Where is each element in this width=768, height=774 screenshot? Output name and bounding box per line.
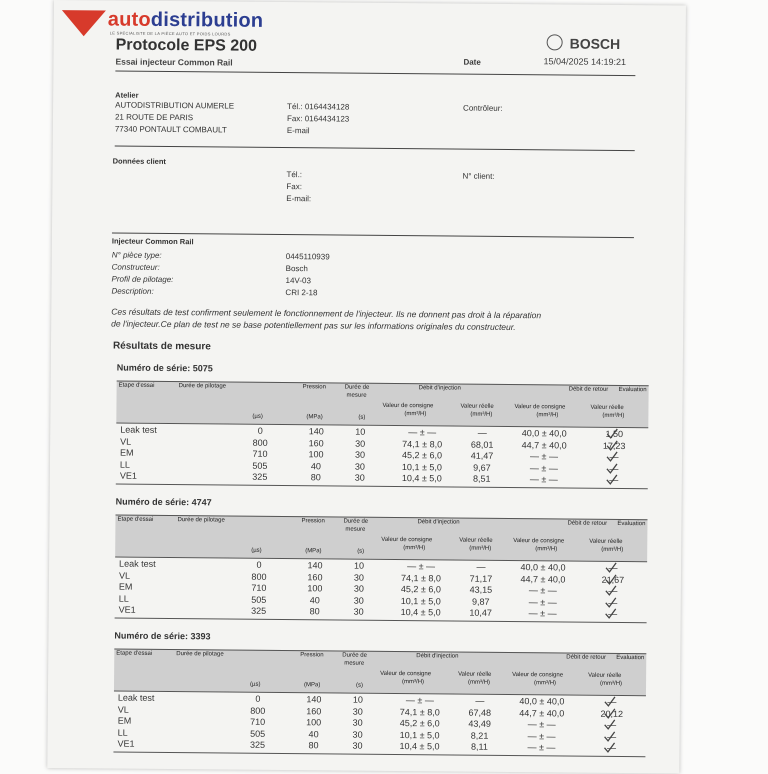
table-header bbox=[116, 381, 648, 428]
column-header: Valeur réelle bbox=[588, 672, 622, 679]
injecteur-label: Injecteur Common Rail bbox=[111, 236, 194, 247]
checkmark-icon bbox=[605, 596, 617, 608]
cell-inj-consigne: 10,4 ± 5,0 bbox=[399, 741, 440, 752]
column-header: Débit de retour bbox=[566, 654, 607, 661]
column-header: Valeur réelle bbox=[590, 404, 624, 411]
cell-etape: LL bbox=[119, 459, 131, 470]
client-email: E-mail: bbox=[286, 194, 312, 204]
cell-duree: 800 bbox=[250, 705, 266, 716]
date-label: Date bbox=[463, 57, 481, 67]
cell-pression: 160 bbox=[307, 571, 323, 582]
checkmark-icon bbox=[606, 428, 618, 440]
cell-ret-reelle: — bbox=[606, 742, 617, 753]
cell-ret-consigne: 40,0 ± 40,0 bbox=[520, 562, 566, 573]
results-title: Résultats de mesure bbox=[112, 340, 211, 353]
report-subtitle: Essai injecteur Common Rail bbox=[115, 56, 233, 68]
cell-pression: 80 bbox=[308, 740, 319, 751]
cell-duree: 505 bbox=[252, 460, 268, 471]
cell-ret-reelle: 21,67 bbox=[601, 574, 625, 585]
cell-mesure: 30 bbox=[353, 595, 364, 606]
serial-number-heading: Numéro de série: 5075 bbox=[116, 362, 213, 374]
description-label: Description: bbox=[111, 286, 154, 296]
cell-etape: VE1 bbox=[118, 604, 136, 615]
atelier-line-1: AUTODISTRIBUTION AUMERLE bbox=[115, 100, 235, 111]
profile-label: Profil de pilotage: bbox=[111, 274, 174, 285]
cell-ret-reelle: — bbox=[607, 696, 617, 707]
checkmark-icon bbox=[604, 696, 616, 708]
cell-inj-consigne: 10,1 ± 5,0 bbox=[400, 595, 441, 606]
cell-duree: 0 bbox=[255, 693, 261, 704]
column-header: Valeur réelle bbox=[589, 538, 623, 545]
column-header: (µs) bbox=[252, 413, 263, 420]
column-header: Valeur de consigne bbox=[513, 538, 565, 545]
cell-ret-reelle: — bbox=[607, 731, 617, 742]
column-header: Evaluation bbox=[618, 386, 647, 394]
checkmark-icon bbox=[605, 573, 617, 585]
column-header: (µs) bbox=[251, 547, 262, 554]
atelier-line-3: 77340 PONTAULT COMBAULT bbox=[114, 124, 227, 135]
column-header: (MPa) bbox=[305, 548, 322, 555]
column-header: Valeur réelle bbox=[458, 671, 492, 678]
brand-name: autodistribution bbox=[107, 8, 264, 32]
manufacturer-label: Constructeur: bbox=[111, 262, 160, 272]
date-value: 15/04/2025 14:19:21 bbox=[543, 56, 627, 67]
cell-inj-consigne: 10,4 ± 5,0 bbox=[401, 473, 442, 484]
atelier-fax: Fax: 0164434123 bbox=[286, 114, 350, 124]
atelier-tel: Tél.: 0164434128 bbox=[287, 102, 350, 112]
cell-mesure: 30 bbox=[354, 449, 366, 460]
column-header: (mm³/H) bbox=[600, 680, 623, 687]
cell-etape: LL bbox=[118, 593, 129, 604]
description-value: CRI 2-18 bbox=[285, 288, 318, 298]
cell-duree: 0 bbox=[256, 559, 262, 570]
cell-mesure: 30 bbox=[352, 717, 363, 728]
checkmark-icon bbox=[605, 608, 617, 620]
disclaimer-line-1: Ces résultats de test confirment seulement le fonctionnement de l'injecteur. Ils ne donnent pas droit à la réparation bbox=[111, 306, 542, 321]
column-header: Valeur de consigne bbox=[512, 672, 564, 679]
cell-etape: VE1 bbox=[117, 738, 135, 749]
cell-inj-consigne: 74,1 ± 8,0 bbox=[402, 438, 443, 449]
cell-mesure: 30 bbox=[352, 729, 363, 740]
cell-mesure: 30 bbox=[353, 606, 364, 617]
cell-duree: 710 bbox=[251, 582, 267, 593]
checkmark-icon bbox=[606, 462, 618, 474]
cell-ret-reelle: — bbox=[609, 451, 619, 462]
header-divider bbox=[115, 71, 635, 77]
serial-number-heading: Numéro de série: 3393 bbox=[114, 630, 211, 642]
client-label: Données client bbox=[112, 156, 166, 166]
column-header: (mm³/H) bbox=[404, 411, 427, 418]
cell-inj-reelle: 8,21 bbox=[470, 730, 489, 741]
cell-inj-reelle: — bbox=[477, 427, 487, 438]
cell-ret-consigne: — ± — bbox=[528, 585, 557, 596]
column-header: Pression bbox=[300, 652, 324, 659]
checkmark-icon bbox=[603, 742, 615, 754]
column-header: Etape d'essai bbox=[116, 650, 153, 657]
column-header: Valeur réelle bbox=[460, 403, 494, 410]
cell-ret-consigne: — ± — bbox=[530, 451, 559, 462]
cell-pression: 140 bbox=[307, 560, 323, 571]
cell-inj-consigne: — ± — bbox=[408, 427, 437, 438]
column-header: Débit de retour bbox=[568, 386, 609, 393]
atelier-email: E-mail bbox=[286, 126, 310, 136]
checkmark-icon bbox=[605, 585, 617, 597]
cell-ret-reelle: — bbox=[607, 719, 617, 730]
client-fax: Fax: bbox=[286, 182, 302, 192]
cell-ret-consigne: — ± — bbox=[527, 730, 556, 741]
cell-inj-consigne: — ± — bbox=[407, 561, 436, 572]
cell-mesure: 30 bbox=[355, 438, 366, 449]
atelier-label: Atelier bbox=[115, 90, 139, 100]
disclaimer-line-2: de l'injecteur.Ce plan de test ne se base potentiellement pas sur les informations originales du constructeur. bbox=[111, 318, 516, 333]
cell-ret-reelle: 17,23 bbox=[602, 440, 626, 451]
cell-inj-reelle: 10,47 bbox=[469, 607, 492, 618]
cell-ret-consigne: 44,7 ± 40,0 bbox=[520, 573, 566, 584]
cell-etape: LL bbox=[117, 727, 128, 738]
column-header: (s) bbox=[356, 682, 364, 689]
cell-ret-consigne: — ± — bbox=[528, 596, 557, 607]
column-header: Débit d'injection bbox=[416, 653, 459, 660]
column-header: (mm³/H) bbox=[468, 679, 491, 686]
results-table bbox=[116, 381, 649, 490]
cell-inj-consigne: — ± — bbox=[405, 695, 434, 706]
cell-inj-consigne: 45,2 ± 6,0 bbox=[399, 718, 440, 729]
checkmark-icon bbox=[604, 730, 616, 742]
cell-duree: 325 bbox=[252, 471, 268, 482]
cell-pression: 80 bbox=[310, 472, 321, 483]
cell-inj-consigne: 45,2 ± 6,0 bbox=[402, 450, 443, 461]
cell-mesure: 10 bbox=[354, 560, 365, 571]
checkmark-icon bbox=[604, 719, 616, 731]
column-header: (µs) bbox=[250, 681, 261, 688]
cell-pression: 100 bbox=[308, 449, 324, 460]
column-header: Durée de pilotage bbox=[176, 651, 224, 658]
cell-duree: 325 bbox=[249, 739, 266, 750]
cell-inj-reelle: 67,48 bbox=[468, 707, 492, 718]
column-header: Etape d'essai bbox=[117, 516, 154, 523]
cell-ret-consigne: — ± — bbox=[527, 719, 556, 730]
cell-ret-reelle: — bbox=[608, 585, 618, 596]
column-header: Durée de pilotage bbox=[177, 517, 225, 524]
report-title: Protocole EPS 200 bbox=[115, 36, 258, 55]
cell-inj-reelle: 9,87 bbox=[471, 596, 490, 607]
column-header: Valeur de consigne bbox=[514, 404, 566, 411]
column-header: Durée de bbox=[342, 652, 368, 659]
column-header: Etape d'essai bbox=[118, 382, 155, 389]
cell-pression: 40 bbox=[309, 594, 320, 605]
manufacturer-value: Bosch bbox=[285, 264, 308, 274]
column-header: Evaluation bbox=[617, 520, 646, 528]
cell-ret-consigne: — ± — bbox=[528, 608, 557, 619]
column-header: Débit de retour bbox=[567, 520, 608, 527]
cell-pression: 140 bbox=[306, 694, 322, 705]
column-header: Evaluation bbox=[616, 654, 645, 662]
cell-inj-reelle: — bbox=[476, 561, 486, 572]
cell-ret-consigne: 40,0 ± 40,0 bbox=[519, 696, 565, 707]
cell-inj-reelle: 43,49 bbox=[468, 718, 492, 729]
cell-mesure: 30 bbox=[352, 740, 363, 751]
profile-value: 14V-03 bbox=[285, 276, 311, 286]
cell-pression: 160 bbox=[308, 437, 324, 448]
cell-inj-consigne: 10,1 ± 5,0 bbox=[401, 461, 442, 472]
column-header: (mm³/H) bbox=[402, 679, 425, 686]
column-header: (mm³/H) bbox=[403, 545, 426, 552]
part-number-value: 0445110939 bbox=[285, 252, 330, 262]
brand-tagline: LE SPÉCIALISTE DE LA PIÈCE AUTO ET POIDS LOURDS bbox=[109, 30, 231, 37]
cell-inj-consigne: 10,4 ± 5,0 bbox=[400, 607, 441, 618]
column-header: (mm³/H) bbox=[469, 545, 492, 552]
cell-etape: Leak test bbox=[119, 558, 156, 569]
controleur-label: Contrôleur: bbox=[463, 103, 503, 113]
cell-ret-consigne: — ± — bbox=[529, 462, 558, 473]
client-tel: Tél.: bbox=[286, 170, 303, 180]
cell-inj-reelle: 68,01 bbox=[470, 439, 494, 450]
cell-mesure: 10 bbox=[352, 694, 363, 705]
cell-pression: 100 bbox=[306, 717, 322, 728]
cell-ret-reelle: — bbox=[608, 597, 618, 608]
column-header: mesure bbox=[344, 660, 365, 667]
cell-duree: 710 bbox=[250, 716, 266, 727]
cell-ret-reelle: — bbox=[608, 562, 618, 573]
checkmark-icon bbox=[606, 451, 618, 463]
cell-pression: 80 bbox=[309, 606, 320, 617]
column-header: Durée de pilotage bbox=[178, 383, 227, 390]
atelier-divider bbox=[115, 146, 635, 152]
cell-mesure: 30 bbox=[352, 706, 363, 717]
column-header: mesure bbox=[345, 526, 366, 533]
column-header: (mm³/H) bbox=[535, 546, 558, 553]
autodistribution-logo-icon bbox=[62, 10, 106, 36]
checkmark-icon bbox=[604, 707, 616, 719]
cell-mesure: 30 bbox=[353, 572, 365, 583]
cell-inj-reelle: — bbox=[475, 695, 485, 706]
cell-pression: 140 bbox=[308, 426, 324, 437]
column-header: (s) bbox=[358, 414, 366, 421]
column-header: Pression bbox=[302, 384, 326, 391]
cell-mesure: 10 bbox=[355, 426, 366, 437]
cell-duree: 505 bbox=[251, 594, 267, 605]
cell-inj-consigne: 74,1 ± 8,0 bbox=[400, 572, 441, 583]
cell-inj-consigne: 45,2 ± 6,0 bbox=[400, 584, 441, 595]
bosch-logo-icon bbox=[547, 34, 563, 50]
table-header bbox=[115, 515, 647, 562]
cell-duree: 800 bbox=[251, 571, 267, 582]
column-header: Débit d'injection bbox=[417, 519, 460, 526]
cell-duree: 0 bbox=[257, 425, 263, 436]
cell-inj-consigne: 74,1 ± 8,0 bbox=[399, 706, 440, 717]
column-header: (s) bbox=[357, 548, 365, 555]
cell-etape: VL bbox=[120, 436, 132, 447]
cell-ret-consigne: — ± — bbox=[529, 474, 558, 485]
cell-etape: EM bbox=[118, 581, 133, 592]
cell-inj-reelle: 8,11 bbox=[471, 741, 488, 752]
column-header: (mm³/H) bbox=[534, 680, 557, 687]
cell-ret-consigne: — ± — bbox=[527, 742, 556, 753]
cell-pression: 100 bbox=[307, 583, 323, 594]
results-table bbox=[115, 515, 648, 624]
cell-etape: VL bbox=[118, 570, 131, 581]
column-header: (mm³/H) bbox=[470, 411, 493, 418]
cell-mesure: 30 bbox=[354, 461, 365, 472]
column-header: Pression bbox=[301, 518, 325, 525]
column-header: (MPa) bbox=[304, 682, 321, 689]
cell-etape: EM bbox=[120, 447, 134, 458]
column-header: (mm³/H) bbox=[536, 412, 559, 419]
column-header: (mm³/H) bbox=[602, 412, 625, 419]
cell-duree: 325 bbox=[251, 605, 267, 616]
cell-pression: 160 bbox=[306, 705, 322, 716]
cell-duree: 505 bbox=[250, 728, 266, 739]
cell-duree: 800 bbox=[252, 437, 268, 448]
client-number-label: N° client: bbox=[462, 171, 495, 181]
column-header: Durée de bbox=[343, 518, 369, 525]
cell-ret-consigne: 44,7 ± 40,0 bbox=[519, 707, 565, 718]
column-header: Débit d'injection bbox=[418, 385, 461, 392]
cell-pression: 40 bbox=[310, 460, 321, 471]
cell-etape: Leak test bbox=[117, 692, 155, 703]
column-header: (mm³/H) bbox=[601, 546, 624, 553]
checkmark-icon bbox=[605, 562, 617, 574]
cell-inj-reelle: 41,47 bbox=[470, 450, 494, 461]
cell-inj-reelle: 8,51 bbox=[473, 473, 491, 484]
column-header: Valeur de consigne bbox=[382, 402, 434, 410]
cell-pression: 40 bbox=[308, 728, 319, 739]
cell-inj-consigne: 10,1 ± 5,0 bbox=[399, 729, 440, 740]
cell-inj-reelle: 43,15 bbox=[469, 584, 493, 595]
column-header: (MPa) bbox=[306, 414, 323, 421]
bosch-brand: BOSCH bbox=[569, 35, 621, 52]
cell-ret-consigne: 44,7 ± 40,0 bbox=[521, 439, 567, 450]
cell-mesure: 30 bbox=[354, 472, 365, 483]
column-header: Valeur réelle bbox=[459, 537, 493, 544]
part-number-label: N° pièce type: bbox=[111, 250, 162, 260]
serial-number-heading: Numéro de série: 4747 bbox=[115, 496, 212, 508]
cell-mesure: 30 bbox=[353, 583, 364, 594]
column-header: Valeur de consigne bbox=[381, 536, 433, 544]
cell-inj-reelle: 9,67 bbox=[473, 462, 491, 473]
cell-etape: VL bbox=[117, 704, 129, 715]
cell-ret-reelle: — bbox=[608, 608, 618, 619]
column-header: mesure bbox=[346, 392, 367, 399]
cell-ret-reelle: 1,50 bbox=[605, 428, 624, 439]
column-header: Valeur de consigne bbox=[380, 670, 432, 678]
cell-etape: Leak test bbox=[120, 424, 157, 435]
table-header bbox=[114, 649, 646, 696]
cell-etape: EM bbox=[117, 715, 132, 726]
cell-etape: VE1 bbox=[119, 470, 137, 481]
checkmark-icon bbox=[606, 474, 618, 486]
atelier-line-2: 21 ROUTE DE PARIS bbox=[114, 112, 194, 123]
cell-duree: 710 bbox=[252, 448, 268, 459]
results-table bbox=[113, 649, 646, 758]
cell-ret-reelle: — bbox=[609, 463, 619, 474]
checkmark-icon bbox=[606, 439, 618, 451]
column-header: Durée de bbox=[344, 384, 370, 391]
cell-inj-reelle: 71,17 bbox=[469, 573, 493, 584]
printed-report-sheet bbox=[47, 0, 686, 773]
cell-ret-reelle: — bbox=[609, 474, 619, 485]
cell-ret-consigne: 40,0 ± 40,0 bbox=[521, 428, 567, 439]
cell-ret-reelle: 20,12 bbox=[600, 708, 624, 719]
